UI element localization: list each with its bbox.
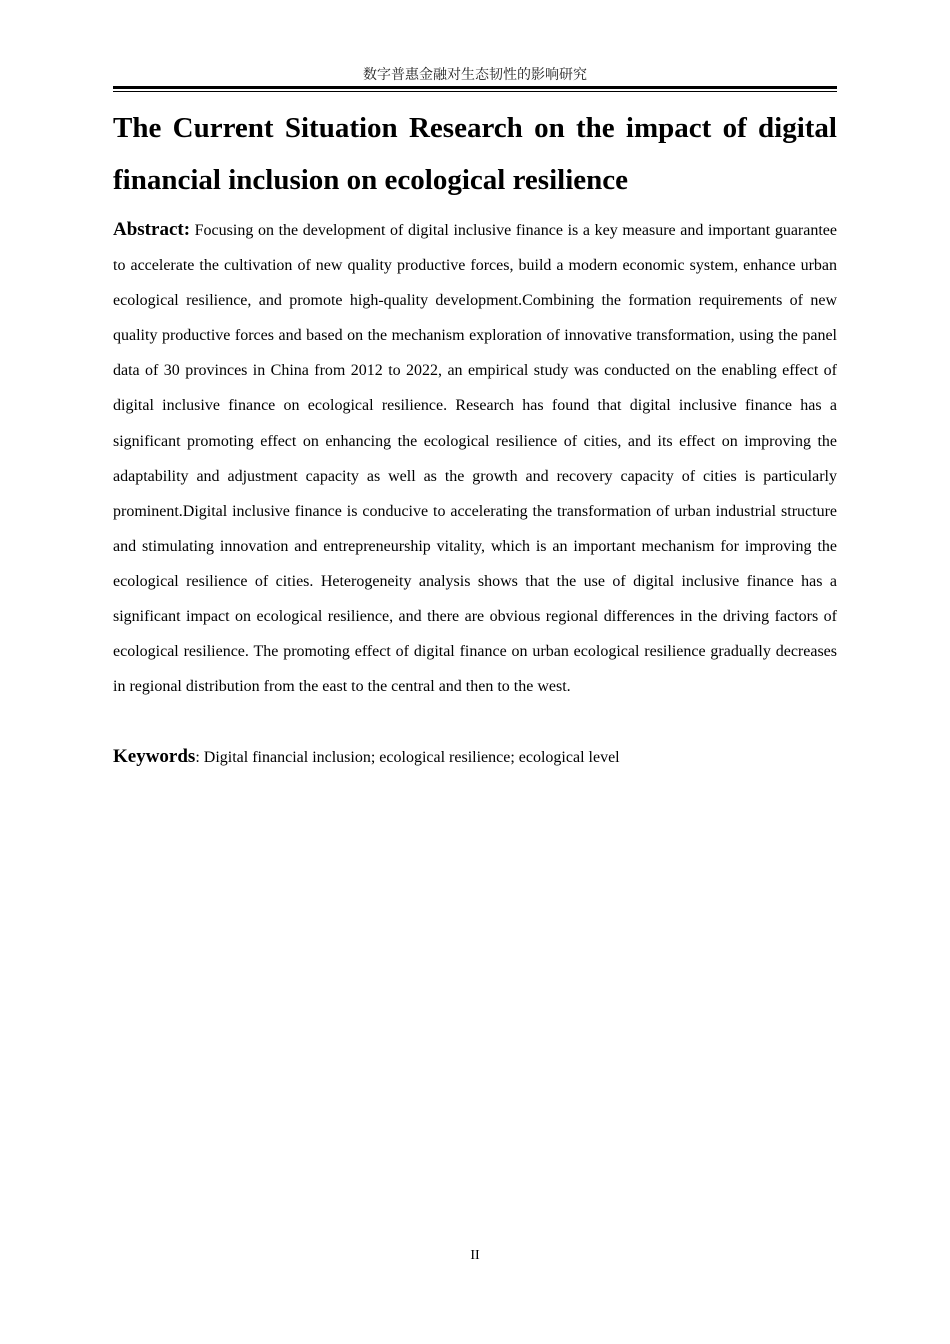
abstract-paragraph [113, 212, 837, 704]
keywords-label: Keywords [113, 746, 196, 767]
abstract-text: Focusing on the development of digital inclusive finance is a key measure and important guarantee to accelerate the cultivation of new quality productive forces, build a modern economic system, enhance urban ecological resilience, and promote high-quality development.Combining the formation requirements of new quality productive forces and based on the mechanism exploration of innovative transformation, using the panel data of 30 provinces in China from 2012 to 2022, an empirical study was conducted on the enabling effect of digital inclusive finance on ecological resilience. Research has found that digital inclusive finance has a significant promoting effect on enhancing the ecological resilience of cities, and its effect on improving the adaptability and adjustment capacity as well as the growth and recovery capacity of cities is particularly prominent.Digital inclusive finance is conducive to accelerating the transformation of urban industrial structure and stimulating innovation and entrepreneurship vitality, which is an important mechanism for improving the ecological resilience of cities. Heterogeneity analysis shows that the use of digital inclusive finance has a significant impact on ecological resilience, and there are obvious regional differences in the driving factors of ecological resilience. The promoting effect of digital finance on urban ecological resilience gradually decreases in regional distribution from the east to the central and then to the west. [113, 222, 837, 696]
header-rule-thick [113, 86, 837, 89]
page-number: II [470, 1248, 480, 1263]
keywords-line [113, 740, 837, 775]
paper-title: The Current Situation Research on the impact of digital financial inclusion on ecological resilience [113, 112, 837, 196]
keywords-separator: : [195, 749, 200, 766]
abstract-label: Abstract: [113, 219, 191, 240]
header-rule-thin [113, 91, 837, 92]
keywords-text: Digital financial inclusion; ecological resilience; ecological level [203, 749, 620, 766]
running-header: 数字普惠金融对生态韧性的影响研究 [363, 67, 587, 83]
